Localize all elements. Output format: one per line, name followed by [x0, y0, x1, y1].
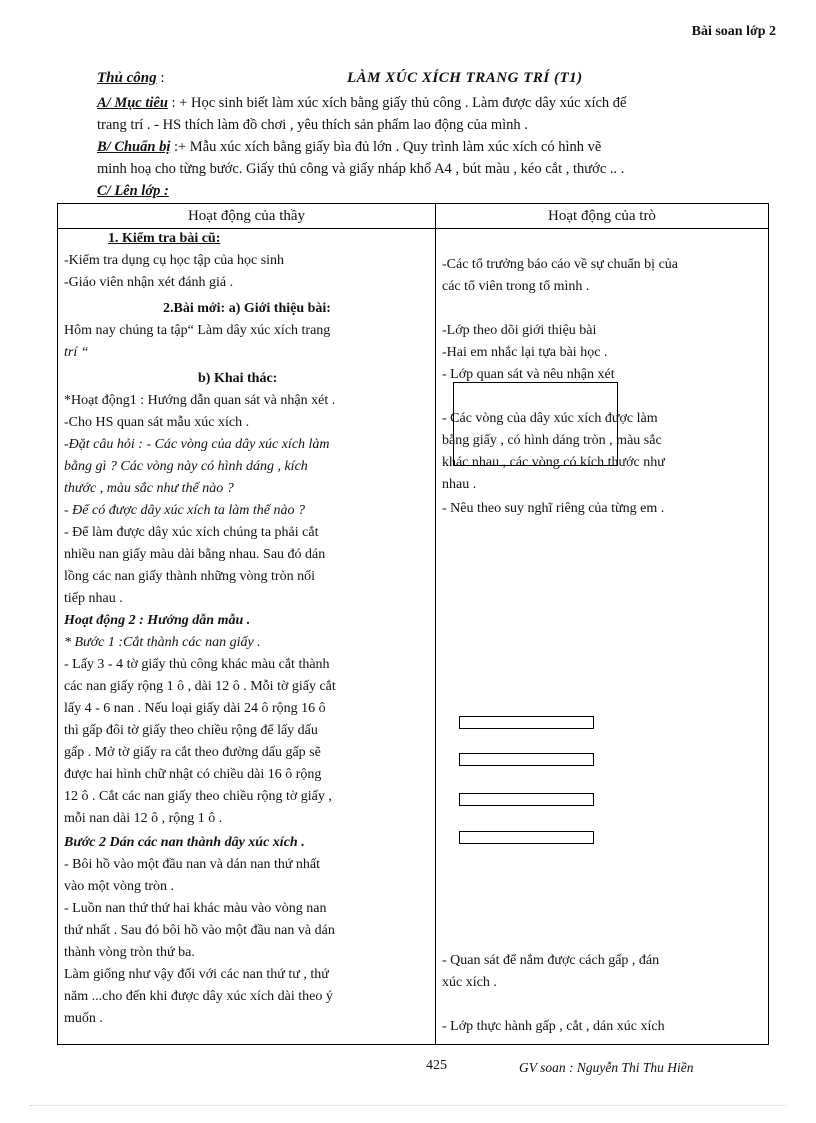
teacher-line: tiếp nhau . — [64, 591, 123, 606]
paper-strip — [459, 831, 594, 844]
teacher-line: - Bôi hồ vào một đầu nan và dán nan thứ nhất — [64, 857, 321, 872]
teacher-line: -Giáo viên nhận xét đánh giá . — [64, 275, 234, 290]
chuan-bi-line-2: minh hoạ cho từng bước. Giấy thủ công và giấy nháp khổ A4 , bút màu , kéo cắt , thước .. . — [97, 161, 625, 177]
muc-tieu-line — [97, 92, 777, 114]
teacher-line: Hôm nay chúng ta tập“ Làm dây xúc xích trang — [64, 323, 331, 338]
teacher-line: thước , màu sắc như thế nào ? — [64, 481, 234, 496]
student-column-header: Hoạt động của trò — [436, 204, 769, 229]
student-line: -Lớp theo dõi giới thiệu bài — [442, 323, 597, 338]
len-lop-label: C/ Lên lớp : — [97, 183, 169, 199]
paper-strip — [459, 753, 594, 766]
teacher-line: lấy 4 - 6 nan . Nếu loại giấy dài 24 ô rộng 16 ô — [64, 701, 326, 716]
teacher-line: thì gấp đôi tờ giấy theo chiều rộng để lấy dấu — [64, 723, 318, 738]
teacher-line: Làm giống như vậy đối với các nan thứ tư , thứ — [64, 967, 329, 982]
teacher-line: 2.Bài mới: a) Giới thiệu bài: — [163, 301, 331, 316]
student-cell — [436, 229, 769, 1045]
muc-tieu-label: A/ Mục tiêu — [97, 95, 168, 111]
teacher-line: nhiều nan giấy màu dài bằng nhau. Sau đó dán — [64, 547, 326, 562]
teacher-line: -Kiểm tra dụng cụ học tập của học sinh — [64, 253, 285, 268]
chuan-bi-line — [97, 136, 777, 158]
chuan-bi-label: B/ Chuẩn bị — [97, 139, 171, 155]
teacher-line: thứ nhất . Sau đó bôi hồ vào một đầu nan và dán — [64, 923, 335, 938]
lesson-title: LÀM XÚC XÍCH TRANG TRÍ (T1) — [347, 70, 583, 86]
teacher-line: - Để có được dây xúc xích ta làm thế nào ? — [64, 503, 305, 518]
muc-tieu-line-2: trang trí . - HS thích làm đồ chơi , yêu thích sản phẩm lao động của mình . — [97, 117, 528, 133]
page-number: 425 — [426, 1058, 447, 1073]
title-line: Thủ công : LÀM XÚC XÍCH TRANG TRÍ (T1) — [97, 70, 583, 86]
teacher-line: trí “ — [64, 345, 89, 360]
student-line: - Nêu theo suy nghĩ riêng của từng em . — [442, 501, 665, 516]
muc-tieu-text: : + Học sinh biết làm xúc xích bằng giấy thủ công . Làm được dây xúc xích để — [171, 95, 627, 111]
teacher-line: được hai hình chữ nhật có chiều dài 16 ô rộng — [64, 767, 322, 782]
teacher-line: vào một vòng tròn . — [64, 879, 175, 894]
teacher-line: gấp . Mở tờ giấy ra cắt theo đường dấu gấp sẽ — [64, 745, 321, 760]
teacher-line: muốn . — [64, 1011, 103, 1026]
student-line: -Hai em nhắc lại tựa bài học . — [442, 345, 608, 360]
lesson-intro — [97, 92, 777, 202]
paper-strip — [459, 716, 594, 729]
student-line: - Lớp thực hành gấp , cắt , dán xúc xích — [442, 1019, 665, 1034]
teacher-name: GV soan : Nguyễn Thi Thu Hiền — [519, 1060, 694, 1075]
teacher-line: lồng các nan giấy thành những vòng tròn nối — [64, 569, 315, 584]
student-line: bằng giấy , có hình dáng tròn , màu sắc — [442, 433, 662, 448]
student-line: - Lớp quan sát và nêu nhận xét — [442, 367, 615, 382]
student-line: xúc xích . — [442, 975, 497, 990]
document-header: Bài soan lớp 2 — [691, 24, 776, 39]
teacher-line: thành vòng tròn thứ ba. — [64, 945, 195, 960]
teacher-line: - Để làm được dây xúc xích chúng ta phải cắt — [64, 525, 319, 540]
teacher-line: *Hoạt động1 : Hướng dẫn quan sát và nhận xét . — [64, 393, 336, 408]
subject-label: Thủ công — [97, 70, 157, 86]
teacher-line: năm ...cho đến khi được dây xúc xích dài theo ý — [64, 989, 333, 1004]
teacher-line: Bước 2 Dán các nan thành dây xúc xích . — [64, 835, 305, 850]
chuan-bi-text: :+ Mẫu xúc xích bằng giấy bìa đủ lớn . Quy trình làm xúc xích có hình vẽ — [173, 139, 602, 155]
teacher-line: 1. Kiểm tra bài cũ: — [108, 231, 221, 246]
teacher-line: mỗi nan dài 12 ô , rộng 1 ô . — [64, 811, 223, 826]
teacher-line: -Đặt câu hỏi : - Các vòng của dây xúc xích làm — [64, 437, 330, 452]
teacher-cell — [58, 229, 436, 1045]
teacher-line: b) Khai thác: — [198, 371, 278, 386]
teacher-line: - Luồn nan thứ thứ hai khác màu vào vòng nan — [64, 901, 327, 916]
student-line: -Các tổ trưởng báo cáo về sự chuẩn bị của — [442, 257, 678, 272]
teacher-line: các nan giấy rộng 1 ô , dài 12 ô . Mỗi tờ giấy cắt — [64, 679, 336, 694]
student-line: khác nhau , các vòng có kích thước như — [442, 455, 665, 470]
student-line: các tổ viên trong tổ mình . — [442, 279, 590, 294]
teacher-line: * Bước 1 :Cắt thành các nan giấy . — [64, 635, 261, 650]
student-line: - Quan sát để nắm được cách gấp , đán — [442, 953, 660, 968]
teacher-line: - Lấy 3 - 4 tờ giấy thủ công khác màu cắt thành — [64, 657, 330, 672]
student-line: - Các vòng của dây xúc xích được làm — [442, 411, 658, 426]
sample-paper-rectangle — [453, 382, 618, 466]
teacher-line: Hoạt động 2 : Hướng dẫn mẫu . — [64, 613, 251, 628]
teacher-column-header: Hoạt động của thầy — [58, 204, 436, 229]
activity-table — [57, 203, 769, 1045]
teacher-line: 12 ô . Cắt các nan giấy theo chiều rộng tờ giấy , — [64, 789, 332, 804]
footer-divider — [30, 1105, 786, 1106]
paper-strip — [459, 793, 594, 806]
student-line: nhau . — [442, 477, 477, 492]
teacher-line: bằng gì ? Các vòng này có hình dáng , kích — [64, 459, 308, 474]
teacher-line: -Cho HS quan sát mẫu xúc xích . — [64, 415, 250, 430]
